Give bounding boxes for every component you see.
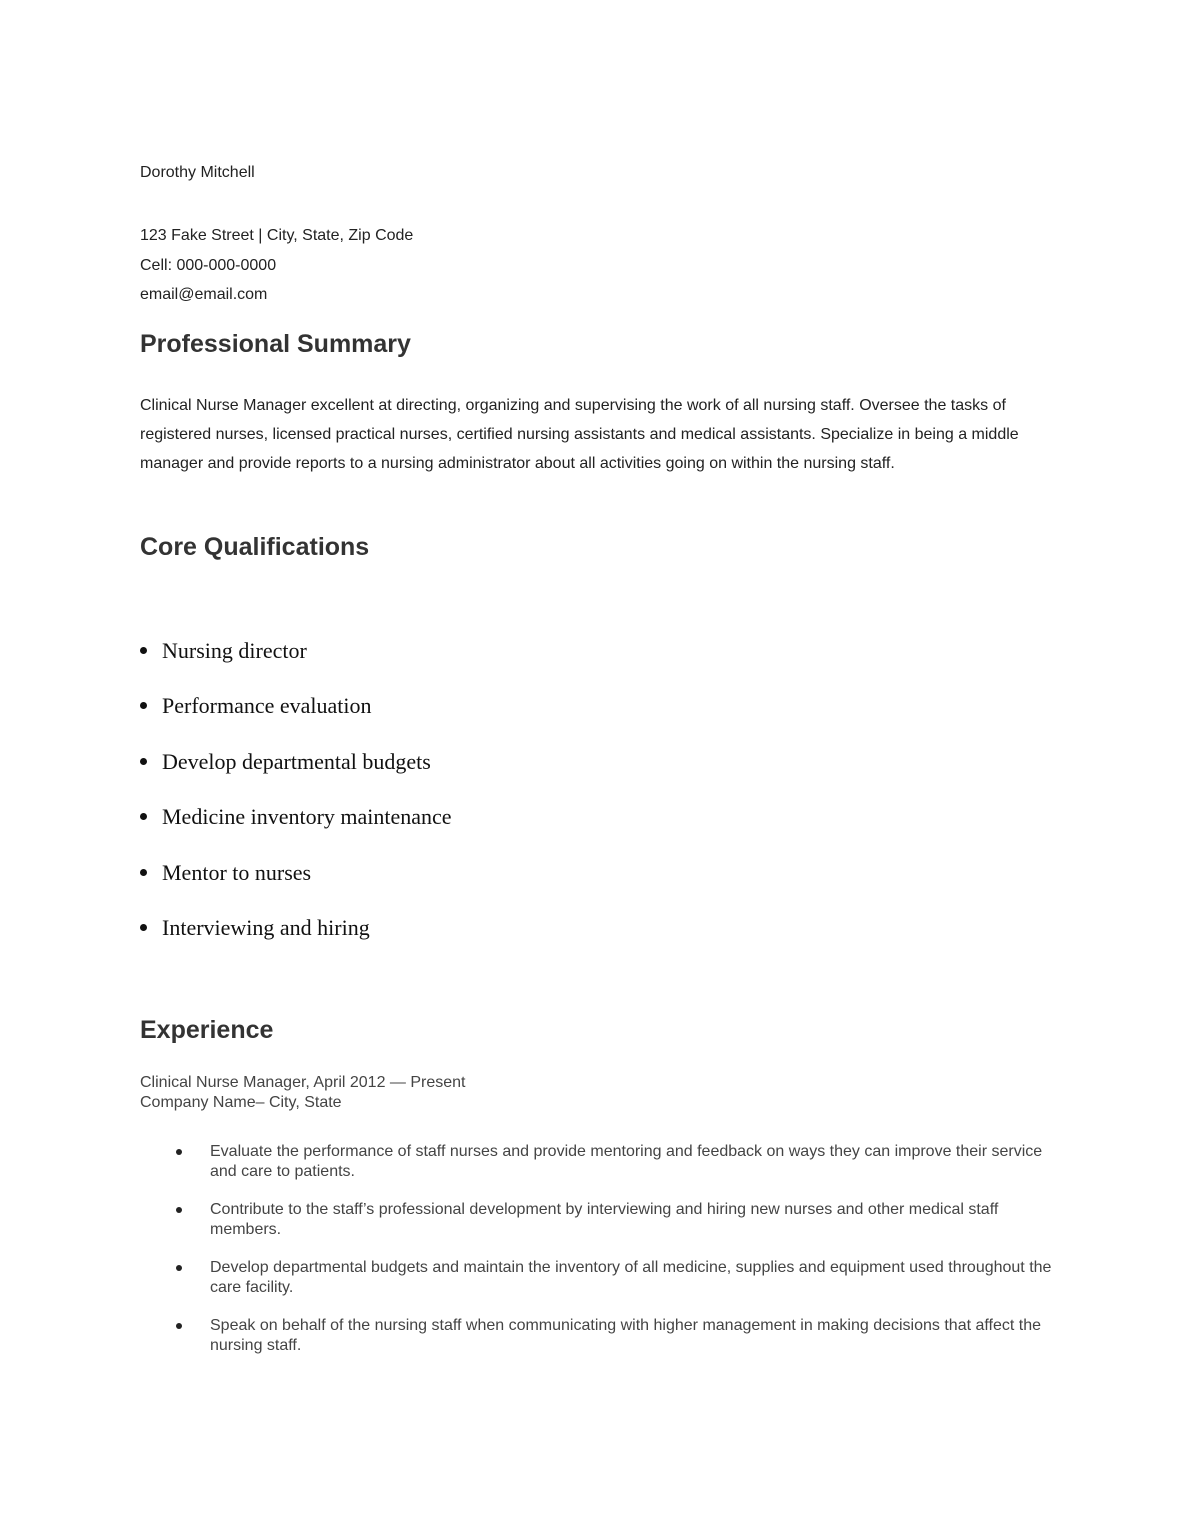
experience-heading: Experience xyxy=(140,1016,274,1044)
job-header xyxy=(140,1073,466,1113)
bullet-icon xyxy=(140,758,147,765)
bullet-icon xyxy=(176,1323,182,1329)
candidate-name: Dorothy Mitchell xyxy=(140,164,255,181)
qualification-text: Interviewing and hiring xyxy=(162,914,370,940)
company-name: Company Name– City, State xyxy=(140,1094,342,1111)
professional-summary-heading: Professional Summary xyxy=(140,330,411,358)
qualification-text: Mentor to nurses xyxy=(162,859,312,885)
list-item xyxy=(140,910,452,965)
bullet-icon xyxy=(140,924,147,931)
duty-text: Develop departmental budgets and maintain the inventory of all medicine, supplies and equipment used throughout the care facility. xyxy=(210,1259,1052,1296)
bullet-icon xyxy=(176,1265,182,1271)
list-item xyxy=(140,633,452,688)
bullet-icon xyxy=(140,647,147,654)
duty-text: Evaluate the performance of staff nurses and provide mentoring and feedback on ways they can improve their service and care to patients. xyxy=(210,1143,1043,1180)
job-title: Clinical Nurse Manager, April 2012 — Present xyxy=(140,1074,466,1091)
address-line: 123 Fake Street | City, State, Zip Code xyxy=(140,227,414,244)
list-item xyxy=(140,744,452,799)
bullet-icon xyxy=(140,813,147,820)
duty-text: Speak on behalf of the nursing staff when communicating with higher management in making decisions that affect the nursing staff. xyxy=(210,1317,1042,1354)
qualification-text: Nursing director xyxy=(162,638,307,663)
professional-summary-text: Clinical Nurse Manager excellent at directing, organizing and supervising the work of all nursing staff. Oversee the tasks of registered nurses, licensed practical nurses, certified nursing assistants and medical assistants. Specialize in being a middle manager and provide reports to a nursing administrator about all activities going on within the nursing staff. xyxy=(140,397,1019,473)
list-item xyxy=(140,799,452,854)
core-qualifications-list xyxy=(140,633,452,965)
job-duties-list xyxy=(174,1142,1054,1374)
core-qualifications-heading: Core Qualifications xyxy=(140,533,370,561)
qualification-text: Develop departmental budgets xyxy=(162,748,431,774)
duty-text: Contribute to the staff’s professional development by interviewing and hiring new nurses and other medical staff members. xyxy=(210,1201,999,1238)
list-item xyxy=(174,1142,1054,1200)
qualification-text: Medicine inventory maintenance xyxy=(162,804,452,830)
list-item xyxy=(174,1316,1054,1374)
list-item xyxy=(174,1258,1054,1316)
contact-block xyxy=(140,221,413,310)
bullet-icon xyxy=(140,869,147,876)
bullet-icon xyxy=(176,1149,182,1155)
list-item xyxy=(174,1200,1054,1258)
bullet-icon xyxy=(176,1207,182,1213)
qualification-text: Performance evaluation xyxy=(162,693,372,719)
list-item xyxy=(140,688,452,743)
email-line: email@email.com xyxy=(140,286,268,303)
list-item xyxy=(140,855,452,910)
bullet-icon xyxy=(140,702,147,709)
phone-line: Cell: 000-000-0000 xyxy=(140,256,277,274)
